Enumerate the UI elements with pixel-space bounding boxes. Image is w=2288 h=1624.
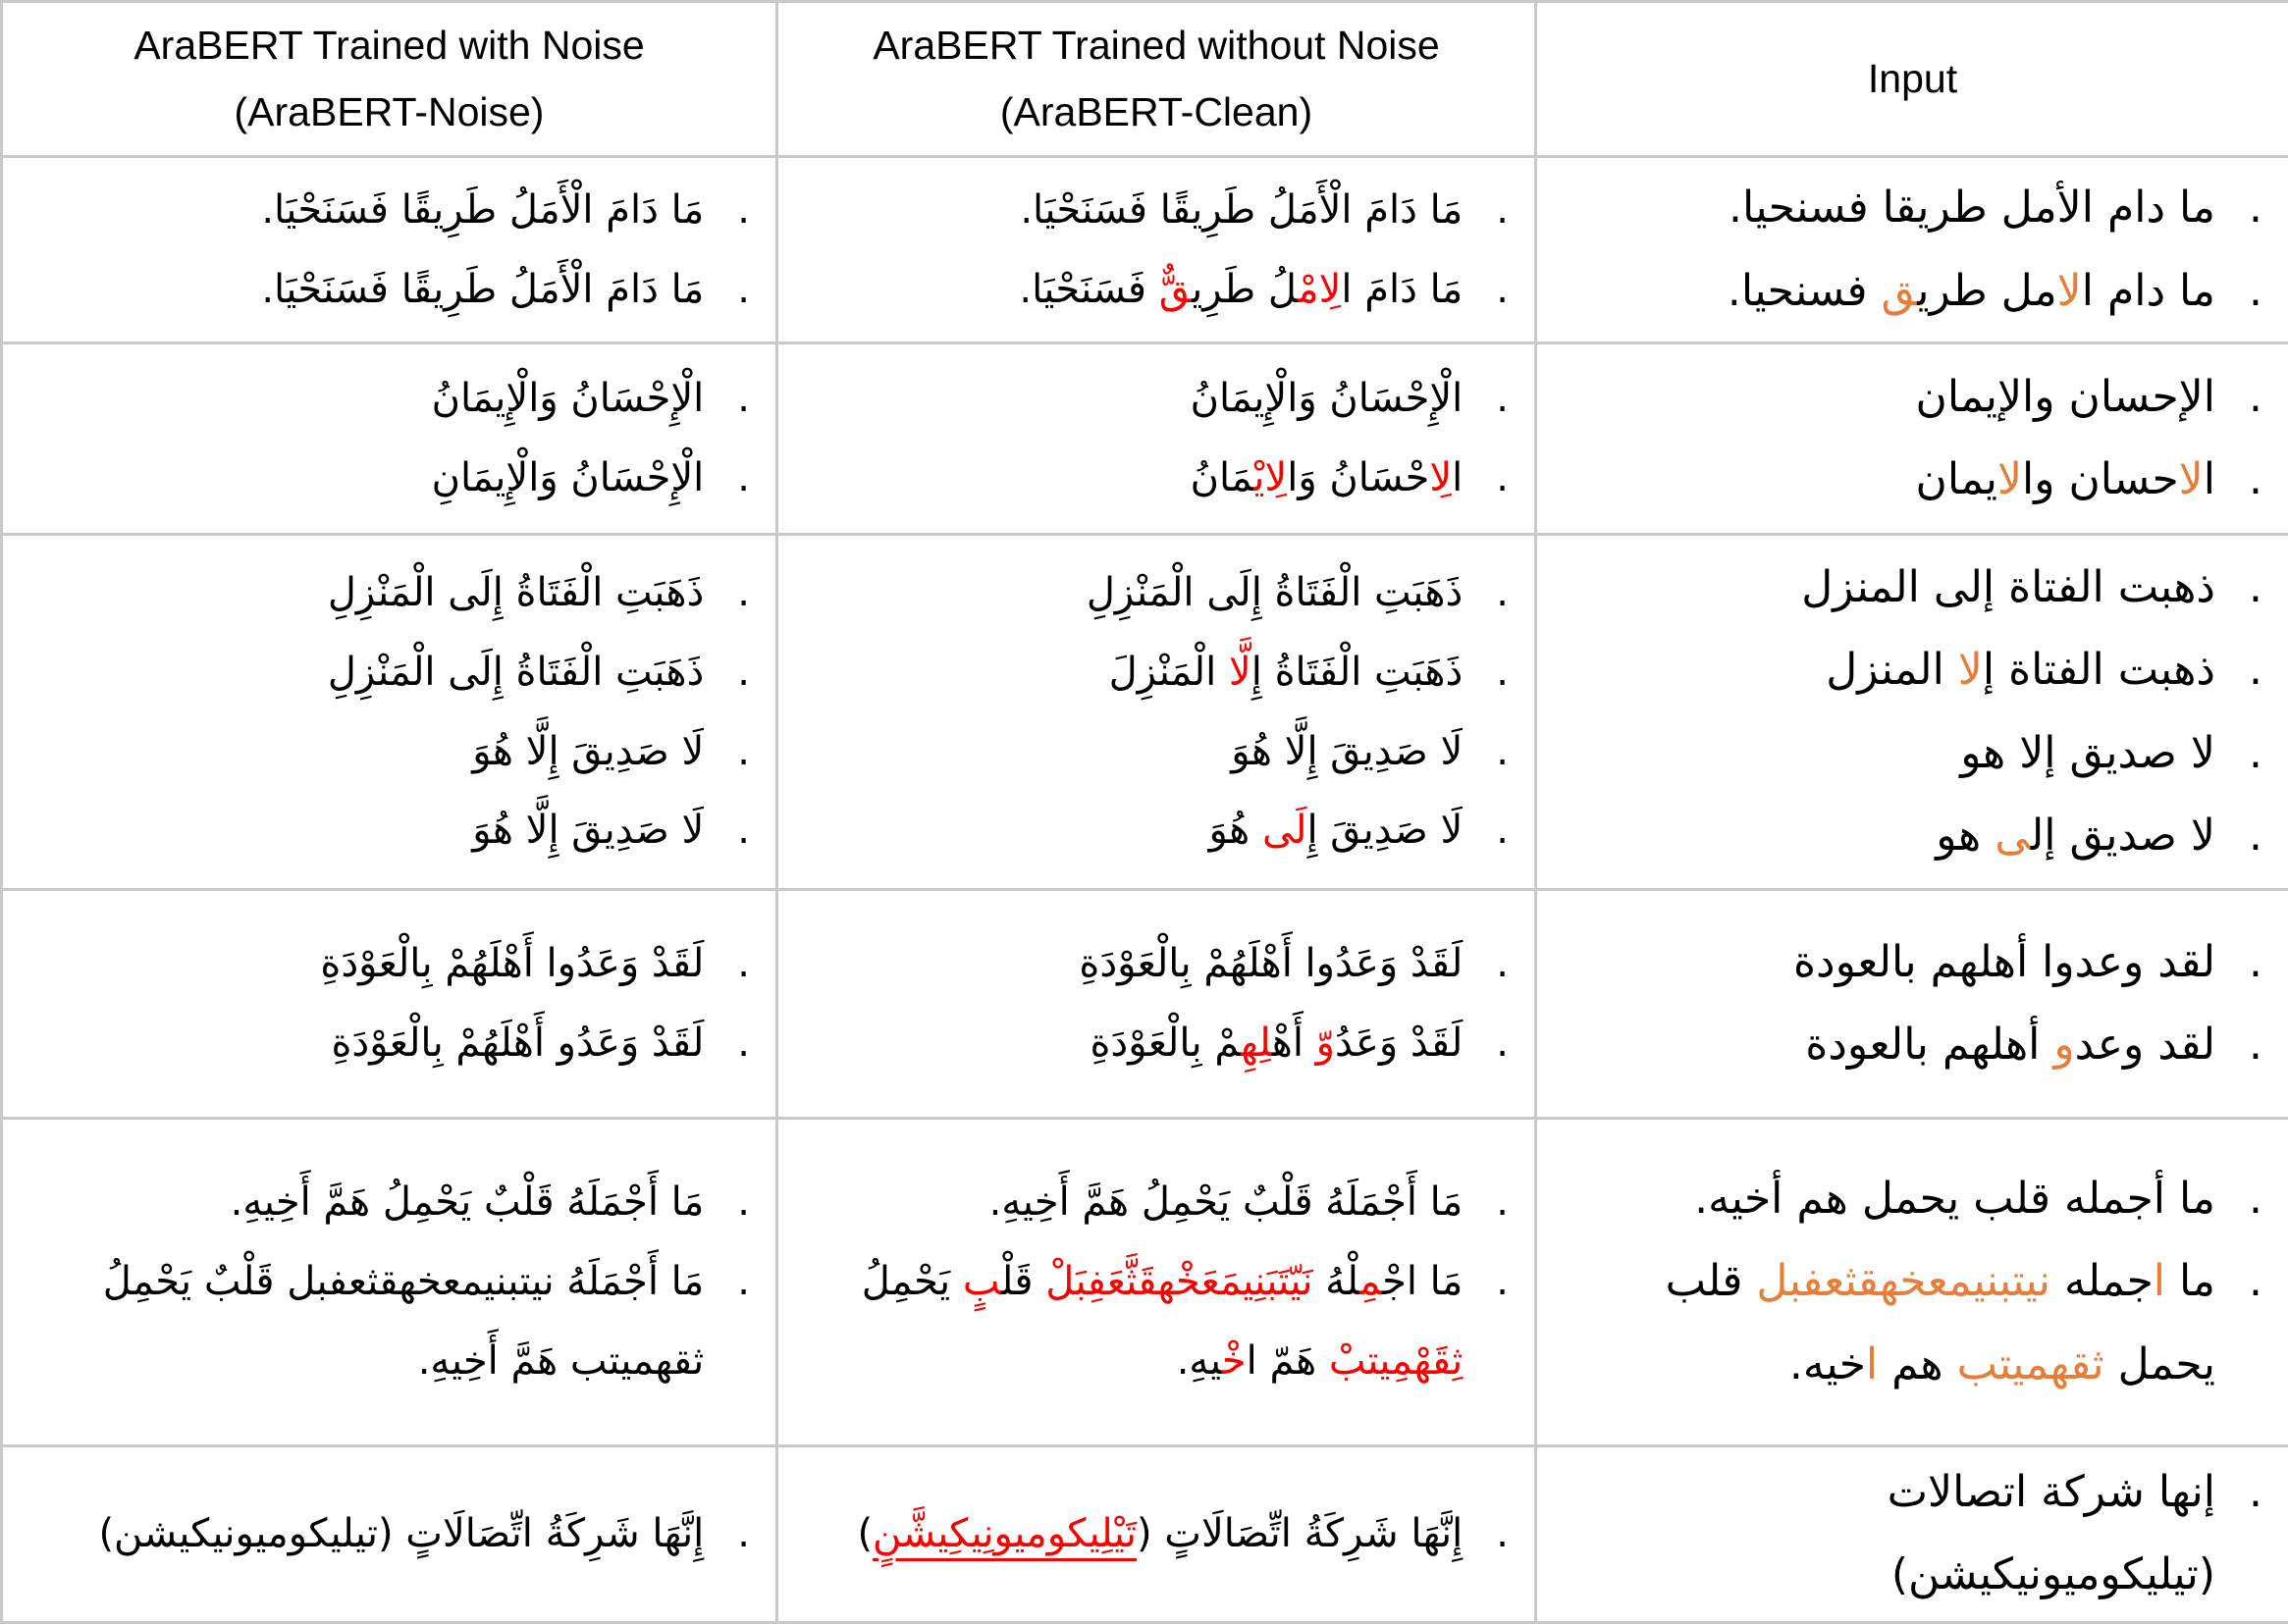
example-sentence [804, 791, 1509, 870]
example-sentence [1563, 547, 2262, 629]
bullet-marker: . [1496, 359, 1509, 439]
text-segment: يَحْمِلُ [862, 1259, 963, 1304]
sentence-text [1563, 629, 2215, 711]
table-body [2, 157, 2288, 1623]
cell-arabert-noise [2, 157, 777, 343]
cell-content [3, 1447, 775, 1621]
example-sentence [28, 171, 750, 250]
text-segment: أَهْ [1272, 1021, 1316, 1066]
example-sentence [28, 712, 750, 792]
model-error-text: بٍ [963, 1259, 1001, 1304]
bullet-marker: . [2249, 712, 2262, 795]
sentence-text [1563, 921, 2215, 1004]
sentence-text [1563, 1004, 2215, 1086]
sentence-text [804, 924, 1463, 1004]
example-sentence [1563, 250, 2262, 333]
cell-arabert-clean [777, 157, 1536, 343]
sentence-text [28, 1242, 704, 1401]
cell-content [1537, 536, 2288, 888]
text-segment: هُوَ [1208, 808, 1261, 853]
sentence-text [804, 439, 1463, 518]
text-segment: مَا أَجْمَلَهُ قَلْبٌ يَحْمِلُ هَمَّ أَخِيهِ. [231, 1179, 705, 1225]
sentence-text [1563, 712, 2215, 795]
sentence-text [804, 171, 1463, 250]
text-segment: هم [1878, 1339, 1956, 1389]
example-sentence [804, 1163, 1509, 1242]
model-error-text: نَيّتَبَنِيمَعَخْهقَثَّعَفِبَلْ [1045, 1259, 1312, 1304]
example-sentence [1563, 921, 2262, 1004]
text-segment: ما دام ا [2082, 266, 2215, 316]
model-error-text: خْ [1222, 1338, 1247, 1384]
bullet-marker: . [737, 439, 750, 518]
text-segment: الْإِحْسَانُ وَالْإِيمَانُ [432, 376, 705, 421]
cell-content [3, 891, 775, 1117]
text-segment: ) [857, 1511, 873, 1556]
bullet-marker: . [2249, 356, 2262, 439]
text-segment: مَا اجْ [1382, 1259, 1463, 1304]
text-segment: مَا أَجْمَلَهُ نيتبنيمعخهقثعفبل قَلْبٌ يَحْمِلُ ثقهميتب هَمَّ أَخِيهِ. [103, 1259, 705, 1384]
model-error-text: ثِقَهْمِيتبْ [1329, 1338, 1463, 1384]
sentence-text [28, 553, 704, 633]
text-segment: المنزل [1826, 645, 1958, 695]
header-line2: (AraBERT-Noise) [3, 79, 775, 146]
example-sentence [804, 250, 1509, 330]
cell-arabert-clean [777, 535, 1536, 890]
bullet-marker: . [737, 1242, 750, 1322]
bullet-marker: . [2249, 167, 2262, 249]
column-header-input [1536, 2, 2288, 157]
input-noise-text: ق [1882, 266, 1918, 316]
text-segment: ذَهَبَتِ الْفَتَاةُ إِ [1251, 650, 1463, 695]
bullet-marker: . [1496, 1242, 1509, 1322]
bullet-marker: . [1496, 1163, 1509, 1242]
text-segment: فسنحيا. [1728, 266, 1882, 316]
example-sentence [1563, 629, 2262, 711]
text-segment: ا [2204, 454, 2215, 504]
model-error-text: تَيْلِيكوميونِيكِيشَّنٍ [873, 1511, 1137, 1556]
bullet-marker: . [2249, 439, 2262, 521]
text-segment: لَا صَدِيقَ إِ [1306, 808, 1463, 853]
bullet-marker: . [1496, 439, 1509, 518]
cell-arabert-noise [2, 343, 777, 535]
sentence-text [1563, 795, 2215, 877]
text-segment: مَانُ [1191, 455, 1254, 500]
text-segment: مَا دَامَ الْأَمَلُ طَرِيقًا فَسَنَحْيَا. [1020, 187, 1463, 233]
text-segment: هَمّ ا [1247, 1338, 1329, 1384]
example-sentence [1563, 1158, 2262, 1240]
model-error-text: لِايْ [1253, 455, 1287, 500]
text-segment: الْإِحْسَانُ وَالْإِيمَانِ [432, 455, 705, 500]
example-sentence [28, 1004, 750, 1083]
example-sentence [1563, 795, 2262, 877]
bullet-marker: . [737, 791, 750, 870]
text-segment: ذهبت الفتاة إلى المنزل [1801, 562, 2215, 612]
example-sentence [28, 791, 750, 870]
text-segment: مَا دَامَ الْأَمَلُ طَرِيقًا فَسَنَحْيَا. [261, 187, 704, 233]
bullet-marker: . [737, 633, 750, 712]
bullet-marker: . [2249, 1240, 2262, 1323]
bullet-marker: . [2249, 250, 2262, 333]
model-error-text: لِا [1429, 455, 1452, 500]
input-noise-text: ى [1995, 811, 2031, 861]
bullet-marker: . [2249, 1451, 2262, 1534]
input-noise-text: نيتبنيمعخهقثعفبل [1756, 1256, 2050, 1306]
sentence-text [1563, 250, 2215, 333]
bullet-marker: . [1496, 633, 1509, 712]
example-sentence [1563, 356, 2262, 439]
cell-content [1537, 1447, 2288, 1621]
cell-content [3, 344, 775, 533]
sentence-text [804, 250, 1463, 330]
cell-arabert-noise [2, 535, 777, 890]
sentence-text [804, 633, 1463, 712]
cell-arabert-noise [2, 890, 777, 1119]
sentence-text [804, 712, 1463, 792]
input-noise-text: ا [2154, 1256, 2165, 1306]
text-segment: حسان وا [2022, 454, 2179, 504]
cell-arabert-noise [2, 1119, 777, 1446]
cell-arabert-clean [777, 1119, 1536, 1446]
bullet-marker: . [737, 250, 750, 330]
text-segment: ما [2165, 1256, 2215, 1306]
cell-input [1536, 1446, 2288, 1623]
bullet-marker: . [2249, 795, 2262, 877]
bullet-marker: . [737, 359, 750, 439]
text-segment: ذَهَبَتِ الْفَتَاةُ إِلَى الْمَنْزِلِ [328, 650, 704, 695]
example-sentence [28, 1494, 750, 1574]
sentence-text [28, 250, 704, 330]
sentence-text [804, 1242, 1463, 1401]
text-segment: حْسَانُ وَا [1287, 455, 1429, 500]
model-error-text: لِامْ [1298, 267, 1341, 312]
example-sentence [804, 1004, 1509, 1083]
bullet-marker: . [1496, 712, 1509, 792]
bullet-marker: . [2249, 1004, 2262, 1086]
text-segment: الإحسان والإيمان [1916, 372, 2215, 422]
bullet-marker: . [737, 924, 750, 1004]
input-noise-text: لا [1997, 454, 2022, 504]
example-sentence [1563, 1451, 2262, 1617]
example-sentence [1563, 167, 2262, 249]
text-segment: لَقَدْ وَعَدُ [1335, 1021, 1463, 1066]
model-error-text: لِهِ [1241, 1021, 1272, 1066]
model-error-text: قٌّ [1159, 267, 1192, 312]
sentence-text [1563, 439, 2215, 521]
text-segment: ذهبت الفتاة إ [1983, 645, 2215, 695]
bullet-marker: . [737, 171, 750, 250]
header-line2: (AraBERT-Clean) [778, 79, 1534, 146]
text-segment: لْهُ [1313, 1259, 1359, 1304]
cell-arabert-clean [777, 1446, 1536, 1623]
example-sentence [804, 1242, 1509, 1401]
table-row [2, 1446, 2288, 1623]
text-segment: أهلهم بالعودة [1805, 1020, 2053, 1070]
model-error-text: لَّ [1229, 650, 1251, 695]
text-segment: ا الْمَنْزِلَ [1109, 650, 1229, 695]
cell-arabert-noise [2, 1446, 777, 1623]
model-error-text: وّ [1316, 1021, 1335, 1066]
header-line1: AraBERT Trained without Noise [778, 13, 1534, 79]
table-row [2, 1119, 2288, 1446]
sentence-text [28, 1494, 704, 1574]
text-segment: لَقَدْ وَعَدُوا أَهْلَهُمْ بِالْعَوْدَةِ [320, 941, 704, 986]
column-header-arabert-noise [2, 2, 777, 157]
table-row [2, 157, 2288, 343]
cell-content [778, 1120, 1534, 1444]
cell-arabert-clean [777, 890, 1536, 1119]
sentence-text [1563, 1158, 2215, 1240]
bullet-marker: . [737, 1494, 750, 1574]
bullet-marker: . [1496, 1494, 1509, 1574]
bullet-marker: . [737, 1004, 750, 1083]
example-sentence [804, 553, 1509, 633]
bullet-marker: . [737, 712, 750, 792]
example-sentence [28, 924, 750, 1004]
cell-content [778, 891, 1534, 1117]
cell-content [1537, 158, 2288, 341]
sentence-text [804, 1004, 1463, 1083]
sentence-text [804, 553, 1463, 633]
input-noise-text: لا [1958, 645, 1983, 695]
text-segment: لقد وعد [2075, 1020, 2215, 1070]
text-segment: يهِ. [1177, 1338, 1222, 1384]
text-segment: ما أجمله قلب يحمل هم أخيه. [1694, 1174, 2215, 1224]
cell-arabert-clean [777, 343, 1536, 535]
text-segment: ذَهَبَتِ الْفَتَاةُ إِلَى الْمَنْزِلِ [328, 570, 704, 615]
cell-content [1537, 344, 2288, 533]
table-row [2, 535, 2288, 890]
text-segment: لا صديق إل [2031, 811, 2215, 861]
header-line1: AraBERT Trained with Noise [3, 13, 775, 79]
example-sentence [28, 633, 750, 712]
cell-content [1537, 891, 2288, 1117]
sentence-text [804, 791, 1463, 870]
model-error-text: لَى [1262, 808, 1307, 853]
text-segment: ذَهَبَتِ الْفَتَاةُ إِلَى الْمَنْزِلِ [1087, 570, 1463, 615]
table-header [2, 2, 2288, 157]
header-row [2, 2, 2288, 157]
table-row [2, 343, 2288, 535]
text-segment: قَلْ [1001, 1259, 1045, 1304]
text-segment: مَا أَجْمَلَهُ قَلْبٌ يَحْمِلُ هَمَّ أَخِيهِ. [989, 1179, 1463, 1225]
example-sentence [28, 1163, 750, 1242]
bullet-marker: . [1496, 553, 1509, 633]
text-segment: الْإِحْسَانُ وَالْإِيمَانُ [1191, 376, 1463, 421]
sentence-text [1563, 1451, 2215, 1617]
example-sentence [804, 1494, 1509, 1574]
sentence-text [28, 171, 704, 250]
sentence-text [1563, 1240, 2215, 1406]
text-segment: مَا دَامَ الْأَمَلُ طَرِيقًا فَسَنَحْيَا. [261, 267, 704, 312]
cell-input [1536, 1119, 2288, 1446]
example-sentence [804, 924, 1509, 1004]
example-sentence [804, 633, 1509, 712]
text-segment: لا صديق إلا هو [1960, 728, 2215, 778]
sentence-text [1563, 356, 2215, 439]
text-segment: لقد وعدوا أهلهم بالعودة [1793, 937, 2215, 987]
bullet-marker: . [737, 1163, 750, 1242]
text-segment: إِنَّهَا شَرِكَةُ اتِّصَالَاتٍ (تيليكوميونيكيشن) [98, 1511, 704, 1556]
text-segment: لُ طَرِي [1192, 267, 1298, 312]
bullet-marker: . [2249, 921, 2262, 1004]
cell-input [1536, 157, 2288, 343]
text-segment: لَقَدْ وَعَدُو أَهْلَهُمْ بِالْعَوْدَةِ [331, 1021, 704, 1066]
sentence-text [28, 791, 704, 870]
example-sentence [28, 439, 750, 518]
header-line1: Input [1537, 46, 2288, 113]
bullet-marker: . [2249, 547, 2262, 629]
bullet-marker: . [1496, 791, 1509, 870]
sentence-text [804, 1494, 1463, 1574]
example-sentence [804, 439, 1509, 518]
bullet-marker: . [1496, 250, 1509, 330]
example-sentence [804, 359, 1509, 439]
text-segment: ا [1452, 455, 1463, 500]
text-segment: يمان [1916, 454, 1997, 504]
example-sentence [1563, 1004, 2262, 1086]
cell-input [1536, 535, 2288, 890]
text-segment: مل طري [1917, 266, 2056, 316]
sentence-text [28, 1004, 704, 1083]
column-header-arabert-clean [777, 2, 1536, 157]
text-segment: جمله [2050, 1256, 2154, 1306]
text-segment: فَسَنَحْيَا. [1019, 267, 1158, 312]
sentence-text [804, 1163, 1463, 1242]
bullet-marker: . [2249, 1158, 2262, 1240]
bullet-marker: . [1496, 924, 1509, 1004]
text-segment: خيه. [1789, 1339, 1866, 1389]
table-row [2, 890, 2288, 1119]
text-segment: لَا صَدِيقَ إِلَّا هُوَ [472, 808, 704, 853]
bullet-marker: . [2249, 629, 2262, 711]
example-sentence [1563, 712, 2262, 795]
example-sentence [28, 1242, 750, 1401]
text-segment: لَقَدْ وَعَدُوا أَهْلَهُمْ بِالْعَوْدَةِ [1079, 941, 1463, 986]
cell-content [3, 536, 775, 888]
sentence-text [1563, 167, 2215, 249]
text-segment: لَا صَدِيقَ إِلَّا هُوَ [472, 729, 704, 774]
sentence-text [28, 1163, 704, 1242]
cell-content [3, 1120, 775, 1444]
example-sentence [28, 553, 750, 633]
bullet-marker: . [1496, 1004, 1509, 1083]
input-noise-text: لا [2179, 454, 2204, 504]
model-error-text: مِ [1359, 1259, 1382, 1304]
example-sentence [28, 250, 750, 330]
cell-content [1537, 1120, 2288, 1444]
text-segment: لَا صَدِيقَ إِلَّا هُوَ [1231, 729, 1463, 774]
sentence-text [804, 359, 1463, 439]
cell-input [1536, 890, 2288, 1119]
sentence-text [28, 439, 704, 518]
text-segment: مْ بِالْعَوْدَةِ [1090, 1021, 1241, 1066]
sentence-text [28, 359, 704, 439]
bullet-marker: . [737, 553, 750, 633]
sentence-text [28, 712, 704, 792]
text-segment: مَا دَامَ ا [1341, 267, 1463, 312]
input-noise-text: ثقهميتب [1957, 1339, 2104, 1389]
sentence-text [28, 924, 704, 1004]
sentence-text [1563, 547, 2215, 629]
cell-content [3, 158, 775, 341]
sentence-text [28, 633, 704, 712]
example-sentence [1563, 1240, 2262, 1406]
bullet-marker: . [1496, 171, 1509, 250]
text-segment: قلب يحمل [1666, 1256, 2215, 1388]
example-sentence [28, 359, 750, 439]
text-segment: ما دام الأمل طريقا فسنحيا. [1729, 183, 2215, 233]
cell-content [778, 344, 1534, 533]
example-sentence [804, 171, 1509, 250]
input-noise-text: لا [2057, 266, 2082, 316]
input-noise-text: ا [1866, 1339, 1878, 1389]
example-sentence [804, 712, 1509, 792]
text-segment: إنها شركة اتصالات (تيليكوميونيكيشن) [1888, 1467, 2215, 1599]
input-noise-text: و [2053, 1020, 2074, 1070]
cell-content [778, 158, 1534, 341]
cell-input [1536, 343, 2288, 535]
example-sentence [1563, 439, 2262, 521]
text-segment: هو [1936, 811, 1995, 861]
cell-content [778, 536, 1534, 888]
cell-content [778, 1447, 1534, 1621]
text-segment: إِنَّهَا شَرِكَةُ اتِّصَالَاتٍ ( [1137, 1511, 1463, 1556]
